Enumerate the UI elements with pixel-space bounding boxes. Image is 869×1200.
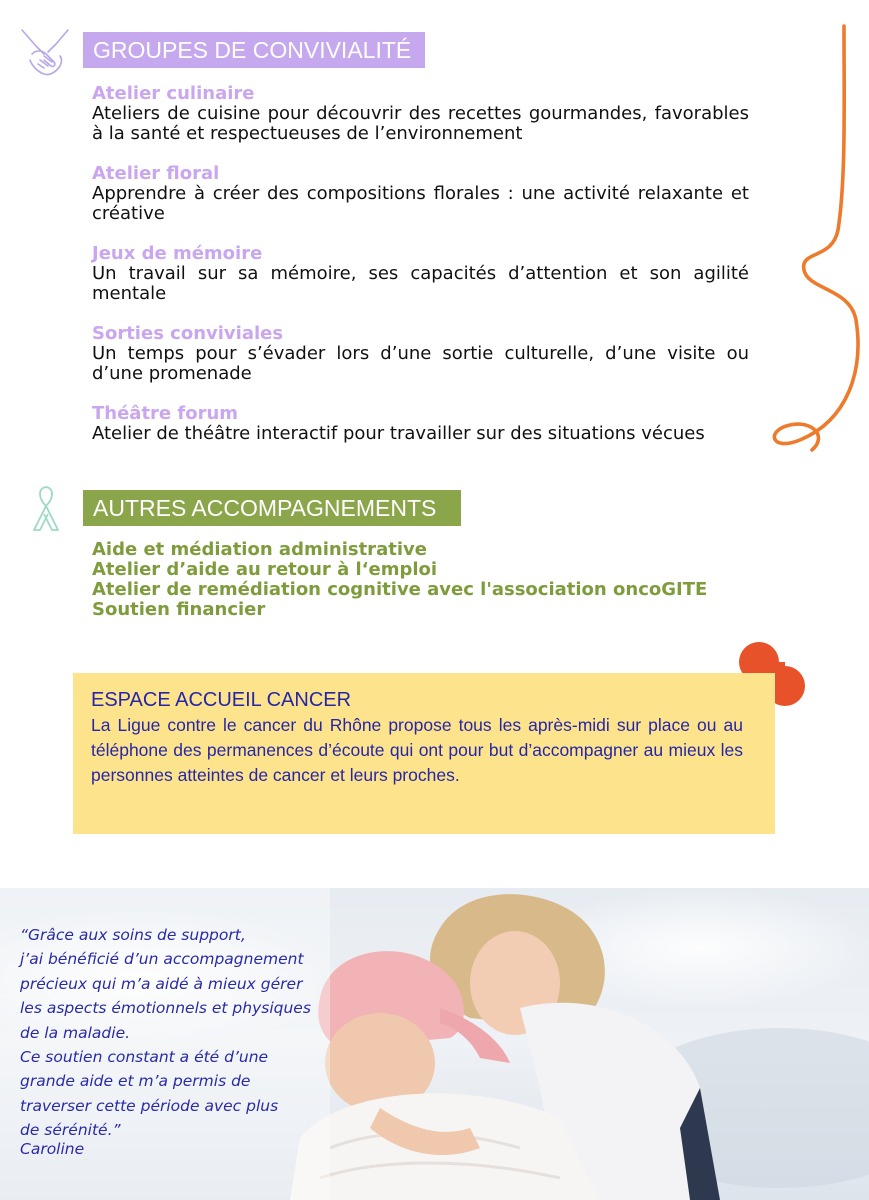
group-title: Atelier floral [92,163,220,184]
groups-list [92,84,749,464]
group-item [92,84,749,144]
holding-hands-icon [18,24,76,80]
group-description: Apprendre à créer des compositions florales : une activité relaxante et créative [92,183,749,224]
list-item: Soutien financier [92,599,266,620]
group-title: Théâtre forum [92,403,239,424]
list-item: Aide et médiation administrative [92,539,427,560]
group-item [92,244,749,304]
espace-accueil-box [73,673,775,834]
list-item: Atelier d’aide au retour à l‘emploi [92,559,438,580]
group-title: Sorties conviviales [92,323,284,344]
others-heading: AUTRES ACCOMPAGNEMENTS [83,490,461,526]
group-item [92,324,749,384]
group-description: Un travail sur sa mémoire, ses capacités d’attention et son agilité mentale [92,263,749,304]
awareness-ribbon-icon [26,484,66,534]
group-description: Un temps pour s’évader lors d’une sortie culturelle, d’une visite ou d’une promenade [92,343,749,384]
group-item [92,164,749,224]
decorative-curve-line [760,20,869,460]
testimonial-author: Caroline [20,1140,85,1158]
group-title: Atelier culinaire [92,83,255,104]
list-item: Atelier de remédiation cognitive avec l'association oncoGITE [92,579,708,600]
groups-heading: GROUPES DE CONVIVIALITÉ [83,32,425,68]
group-description: Atelier de théâtre interactif pour travailler sur des situations vécues [92,423,705,444]
espace-title: ESPACE ACCUEIL CANCER [91,689,352,711]
testimonial-quote: “Grâce aux soins de support, j’ai bénéficié d’un accompagnement précieux qui m’a aidé à mieux gérer les aspects émotionnels et physiques de la maladie. Ce soutien constant a été d’une grande aide et m’a permis de traverser cette période avec plus de sérénité.” [20,926,311,1140]
group-description: Ateliers de cuisine pour découvrir des recettes gourmandes, favorables à la santé et respectueuses de l’environnement [92,103,749,144]
group-title: Jeux de mémoire [92,243,263,264]
group-item [92,404,749,444]
others-list [92,540,792,620]
espace-text: La Ligue contre le cancer du Rhône propose tous les après-midi sur place ou au téléphone des permanences d’écoute qui ont pour but d’accompagner au mieux les personnes atteintes de cancer et leurs proches. [91,715,743,785]
